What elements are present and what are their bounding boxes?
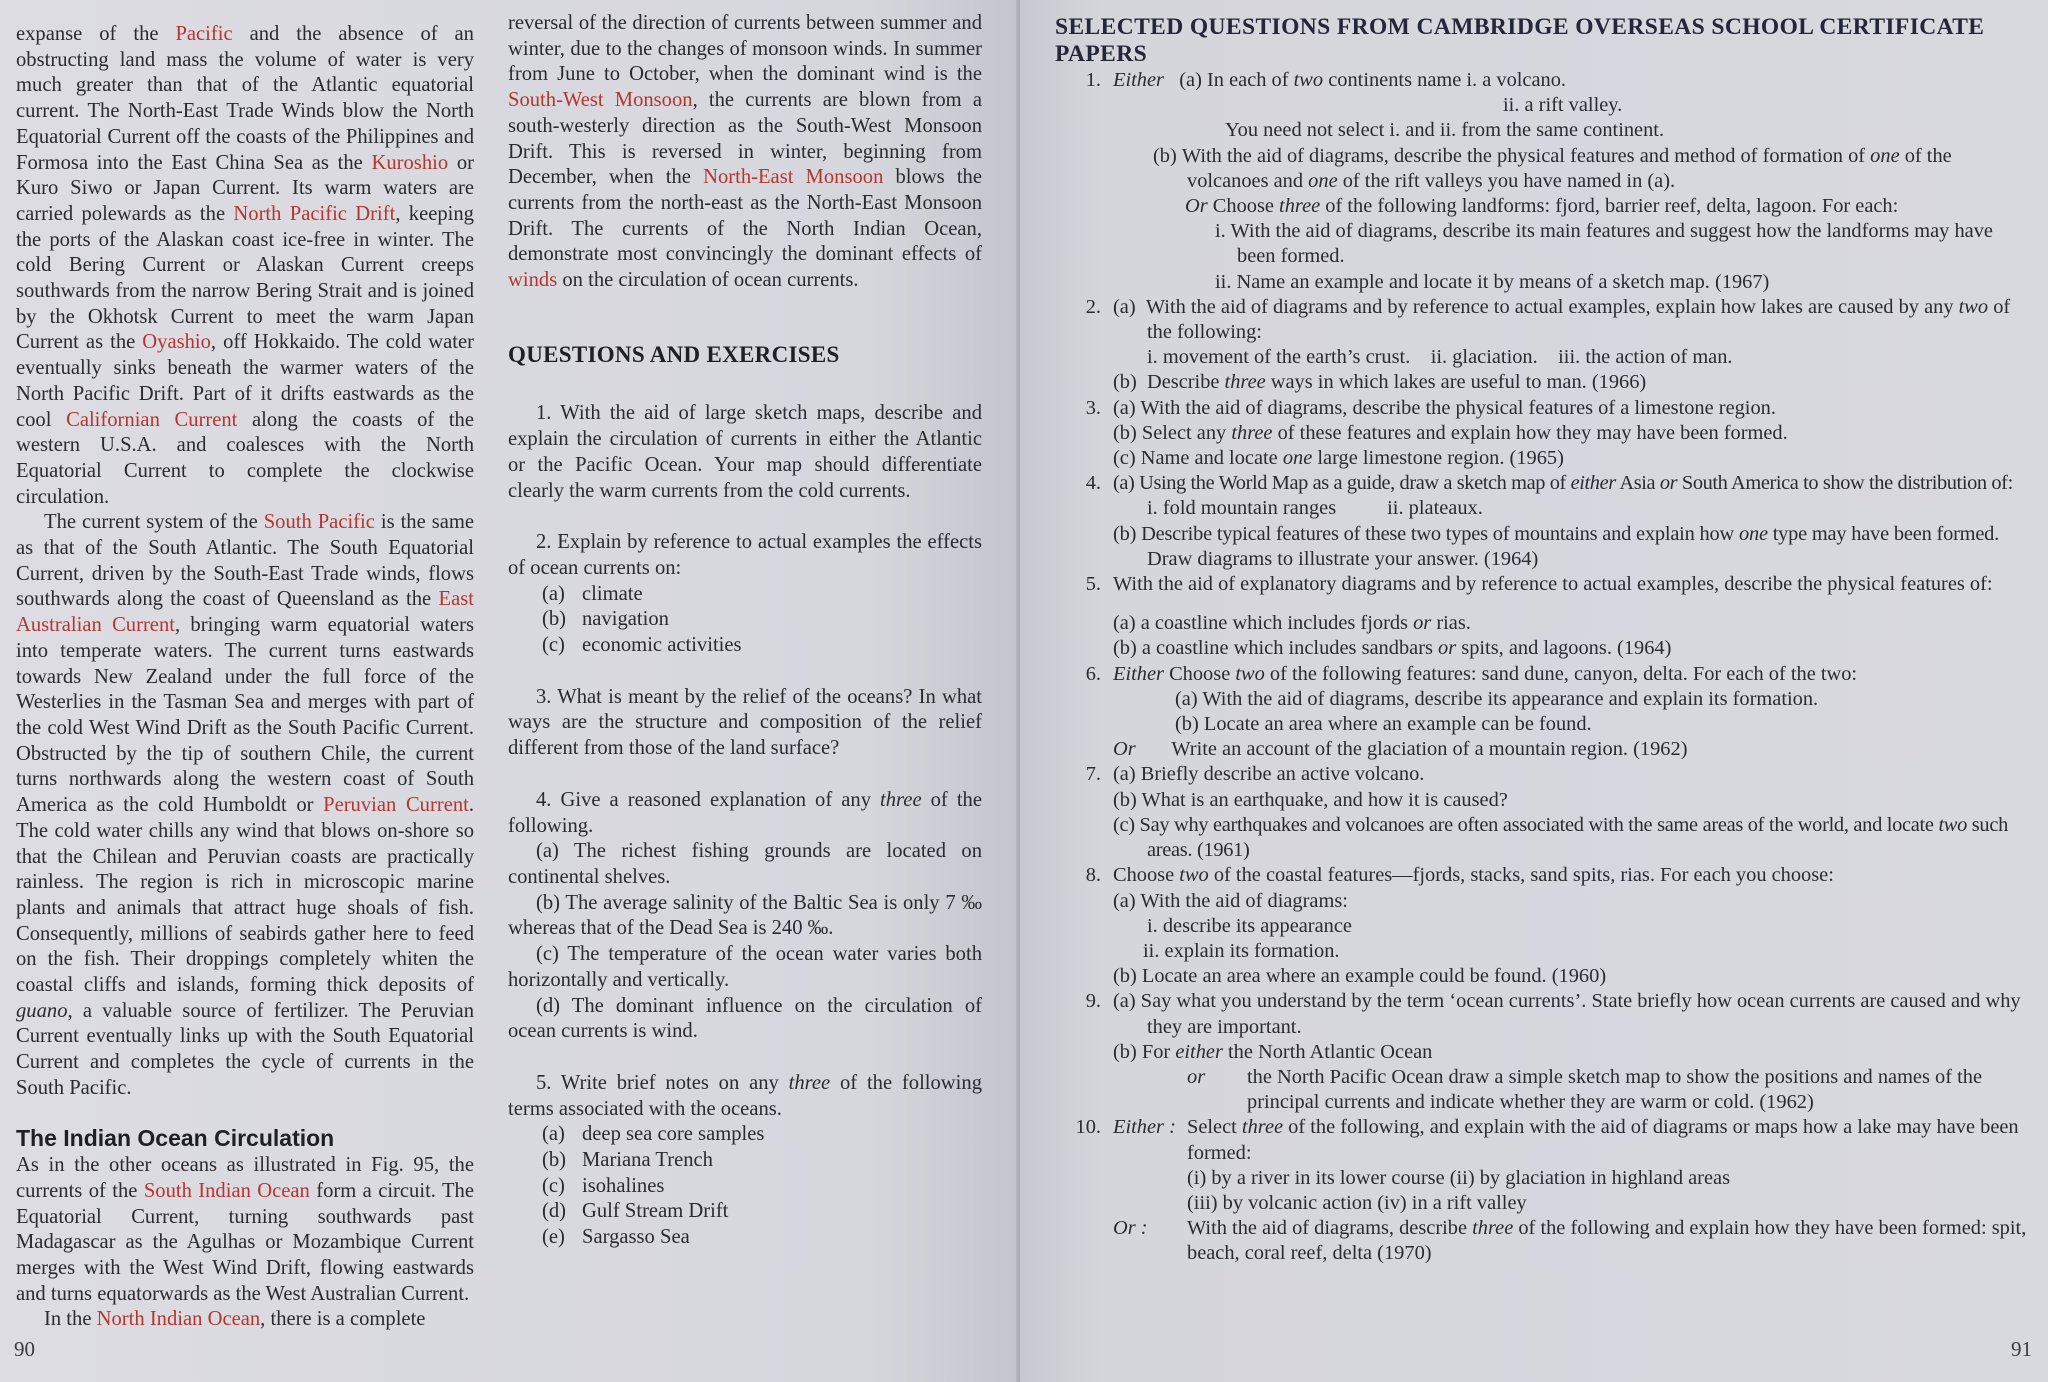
item-text: Gulf Stream Drift: [582, 1200, 729, 1223]
italic-term: one: [1282, 447, 1313, 470]
page-title: SELECTED QUESTIONS FROM CAMBRIDGE OVERSEAS SCHOOL CERTIFICATE PAPERS: [1055, 14, 1985, 67]
italic-term: three: [1241, 1116, 1284, 1139]
paragraph-pacific: [16, 22, 474, 510]
italic-term: three: [880, 788, 922, 811]
question-number: 4.: [1085, 472, 1101, 495]
q10-or: [1113, 1216, 2033, 1266]
q1-b: [1113, 144, 2033, 194]
q9-or: [1113, 1065, 2033, 1115]
question-number: 7.: [1085, 763, 1101, 786]
italic-term: three: [1224, 371, 1266, 394]
text: As in the other oceans as illustrated in Fig. 95, the currents of the: [16, 1154, 474, 1202]
text: With the aid of diagrams, describe the physical features and method of formation of: [1181, 144, 1871, 167]
q9-a: (a) Say what you understand by the term ‘ocean currents’. State briefly how ocean currents are caused and why they are important.: [1113, 990, 2021, 1038]
question-7: [1055, 762, 2033, 863]
list-item: i. movement of the earth’s crust.: [1147, 346, 1411, 369]
question-number: 9.: [1085, 990, 1101, 1013]
text: or Kuro Siwo or Japan Current. Its warm waters are carried polewards as the: [16, 151, 474, 225]
text: , there is a complete: [260, 1308, 426, 1331]
question-5-items: [508, 1122, 982, 1251]
text: of the following features: sand dune, canyon, delta. For each of the two:: [1264, 662, 1858, 685]
q2-a: [1113, 295, 2033, 345]
either-label: Either: [1113, 69, 1164, 91]
text: blows the currents from the north-east as the North-East Monsoon Drift. The currents of the North Indian Ocean, demonstrate most convincingly the dominant effects of: [508, 166, 982, 266]
text: large limestone region. (1965): [1312, 447, 1564, 470]
italic-term: or: [1659, 472, 1678, 495]
highlight-term: North Indian Ocean: [96, 1308, 261, 1331]
paragraph-monsoon: [508, 11, 982, 294]
text: 5. Write brief notes on any: [536, 1071, 789, 1094]
italic-term: three: [788, 1071, 831, 1094]
left-column-1: [16, 22, 474, 1333]
q4-a: [1113, 471, 2033, 496]
text: With the aid of diagrams and by reference to actual examples, explain how lakes are caused by any: [1145, 295, 1959, 318]
q10-either: [1113, 1115, 2033, 1165]
item-text: climate: [582, 582, 643, 605]
q6-or: [1113, 737, 2033, 762]
list-item: [542, 1174, 982, 1200]
question-5: [1055, 572, 2033, 662]
or-label: Or: [1113, 738, 1136, 761]
question-number: 2.: [1085, 295, 1101, 318]
left-page: [0, 0, 1020, 1382]
italic-term: two: [1235, 662, 1265, 685]
text: the North Atlantic Ocean: [1222, 1040, 1433, 1063]
item-label: (a): [542, 1123, 565, 1146]
question-6: [1055, 662, 2033, 763]
text: rias.: [1431, 612, 1471, 635]
text: Asia: [1615, 472, 1660, 495]
question-4b: (b) The average salinity of the Baltic Sea is only 7 ‰ whereas that of the Dead Sea is 240 ‰.: [508, 891, 982, 940]
text: Write an account of the glaciation of a mountain region. (1962): [1171, 738, 1688, 761]
or-label: Or: [1185, 195, 1208, 218]
text: Describe: [1146, 371, 1225, 394]
text: such areas. (1961): [1147, 813, 2008, 862]
list-item: iii. the action of man.: [1558, 346, 1733, 369]
q10-items-1: (i) by a river in its lower course (ii) by glaciation in highland areas: [1187, 1166, 1731, 1189]
text: . The cold water chills any wind that blows on-shore so that the Chilean and Peruvian coasts are practically rainless. The region is rich in microscopic marine plants and animals that attract huge shoals of fish. Consequently, millions of seabirds gather here to feed on the fish. Their droppings completely whiten the coastal cliffs and islands, forming thick deposits of: [16, 794, 475, 997]
question-2: 2. Explain by reference to actual examples the effects of ocean currents on:: [508, 531, 982, 579]
highlight-term: Californian Current: [66, 408, 238, 431]
q10-or-text: [1187, 1216, 2033, 1266]
text: (c) Name and locate: [1113, 447, 1283, 470]
text: ways in which lakes are useful to man. (1966): [1265, 371, 1647, 394]
italic-term: two: [1293, 69, 1324, 91]
text: South America to show the distribution of:: [1677, 472, 2013, 495]
text: is the same as that of the South Atlantic. The South Equatorial Current, driven by the South-East Trade winds, flows southwards along the coast of Queensland as the: [16, 511, 475, 611]
question-4: [1055, 471, 2033, 572]
either-label: Either :: [1113, 1116, 1176, 1139]
highlight-term: Kuroshio: [371, 151, 449, 174]
question-number: 8.: [1085, 864, 1101, 887]
question-body: [1113, 471, 2033, 572]
text: (b) For: [1113, 1040, 1176, 1063]
question-number: 1.: [1085, 69, 1101, 91]
highlight-term: South Indian Ocean: [143, 1179, 310, 1202]
q8-a: (a) With the aid of diagrams:: [1113, 889, 1348, 912]
highlight-term: winds: [508, 269, 558, 292]
q3-c: [1113, 446, 2033, 471]
item-label: (c): [542, 1174, 565, 1197]
italic-term: three: [1231, 421, 1273, 444]
q5-a: [1113, 611, 2033, 636]
italic-term: one: [1738, 522, 1768, 545]
italic-term: one: [1870, 144, 1900, 167]
q3-a: (a) With the aid of diagrams, describe the physical features of a limestone region.: [1113, 396, 1776, 419]
question-number: 5.: [1085, 573, 1101, 596]
q10-items-2: (iii) by volcanic action (iv) in a rift valley: [1187, 1191, 1527, 1214]
q8-b: (b) Locate an area where an example could be found. (1960): [1113, 965, 1607, 988]
q6-b: (b) Locate an area where an example can be found.: [1175, 713, 1592, 736]
item-label: (a): [542, 582, 565, 605]
item-label: (d): [542, 1200, 567, 1223]
list-item: [542, 1122, 982, 1148]
q7-c: [1113, 813, 2033, 863]
item-label: (b): [1153, 144, 1177, 167]
text: the North Pacific Ocean draw a simple sketch map to show the positions and names of the principal currents and indicate whether they are warm or cold. (1962): [1247, 1065, 1983, 1114]
list-item: [542, 1225, 982, 1251]
item-label: (a): [1179, 69, 1202, 91]
list-item: [542, 1199, 982, 1225]
page-number-left: 90: [14, 1337, 35, 1361]
text: of the following landforms: fjord, barrier reef, delta, lagoon. For each:: [1320, 195, 1899, 218]
list-item: [542, 582, 982, 608]
question-number: 6.: [1085, 662, 1101, 685]
item-label: (e): [542, 1226, 565, 1249]
italic-term: two: [1179, 864, 1209, 887]
text: (a) a coastline which includes fjords: [1113, 612, 1414, 635]
q1-or: [1113, 194, 2033, 219]
q2-a-items: [1113, 345, 2033, 370]
italic-term: one: [1308, 169, 1338, 192]
text: (a) Using the World Map as a guide, draw a sketch map of: [1113, 472, 1571, 495]
text: Select: [1187, 1116, 1242, 1139]
q2-b: [1113, 370, 2033, 395]
question-2: [1055, 295, 2033, 396]
highlight-term: East Australian Current: [16, 588, 474, 637]
q3-b: [1113, 421, 2033, 446]
item-label: (c): [542, 634, 565, 657]
text: , bringing warm equatorial waters into temperate waters. The current turns eastwards towards New Zealand under the full force of the Westerlies in the Tasman Sea and merges with part of the cold West Wind Drift as the South Pacific Current. Obstructed by the tip of southern Chile, the current turns northwards along the western coast of South America as the cold Humboldt or: [16, 614, 475, 817]
questions-heading: QUESTIONS AND EXERCISES: [508, 341, 840, 367]
or-label: or: [1187, 1065, 1206, 1088]
paragraph-south-pacific: [16, 510, 474, 1101]
text: , a valuable source of fertilizer. The Peruvian Current eventually links up with the South Equatorial Current and completes the cycle of currents in the South Pacific.: [16, 999, 474, 1099]
italic-term: three: [1279, 195, 1321, 218]
list-item: [542, 1148, 982, 1174]
text: of the following:: [1147, 295, 2011, 344]
text: In each of: [1207, 69, 1294, 91]
section-heading: The Indian Ocean Circulation: [16, 1124, 335, 1151]
item-text: Mariana Trench: [582, 1149, 713, 1172]
highlight-term: Oyashio: [142, 331, 211, 354]
exam-questions: [1055, 68, 2033, 1267]
item-text: navigation: [582, 608, 669, 631]
text: (b) a coastline which includes sandbars: [1113, 637, 1439, 660]
list-item: ii. plateaux.: [1387, 497, 1483, 520]
or-label: Or :: [1113, 1217, 1148, 1240]
item-text: deep sea core samples: [582, 1123, 765, 1146]
text: form a circuit. The Equatorial Current, turning southwards past Madagascar as the Agulhas or Mozambique Current merges with the West Wind Drift, flowing eastwards and turns equatorwards as the West Australian Current.: [16, 1179, 474, 1305]
q1-or-ii: ii. Name an example and locate it by means of a sketch map. (1967): [1215, 270, 1770, 293]
question-4: [508, 788, 982, 839]
item-label: (a): [1113, 295, 1136, 318]
text: reversal of the direction of currents between summer and winter, due to the changes of monsoon winds. In summer from June to October, when the dominant wind is the: [508, 12, 982, 86]
question-number: 10.: [1075, 1116, 1101, 1139]
question-body: [1113, 989, 2033, 1115]
list-item: [542, 633, 982, 659]
item-text: isohalines: [582, 1174, 665, 1197]
text: of these features and explain how they may have been formed.: [1272, 421, 1788, 444]
q7-a: (a) Briefly describe an active volcano.: [1113, 763, 1425, 786]
question-body: [1113, 396, 2033, 472]
highlight-term: North-East Monsoon: [703, 166, 884, 189]
question-body: [1113, 68, 2033, 295]
italic-term: two: [1958, 295, 1989, 318]
text: and the absence of an obstructing land mass the volume of water is very much greater than that of the Atlantic equatorial current. The North-East Trade Winds blow the North Equatorial Current off the coasts of the Philippines and Formosa into the East China Sea as the: [16, 23, 474, 174]
q10-either-text: [1187, 1115, 2033, 1165]
left-column-2: [508, 11, 982, 1251]
q5-text: With the aid of explanatory diagrams and by reference to actual examples, describe the physical features of:: [1113, 573, 1993, 596]
text: on the circulation of ocean currents.: [557, 269, 859, 292]
item-label: (b): [542, 608, 567, 631]
text: , keeping the ports of the Alaskan coast ice-free in winter. The cold Bering Current or Alaskan Current creeps southwards from the narrow Bering Strait and is joined by the Okhotsk Current to meet the warm Japan Current as the: [16, 202, 474, 354]
text: Choose: [1163, 662, 1236, 685]
italic-term: two: [1938, 813, 1967, 836]
q1-or-i: i. With the aid of diagrams, describe its main features and suggest how the landforms may have been formed.: [1215, 220, 1993, 268]
highlight-term: South-West Monsoon: [508, 89, 693, 112]
text: expanse of the: [16, 23, 176, 45]
item-label: (b): [542, 1149, 567, 1172]
text: 4. Give a reasoned explanation of any: [536, 788, 881, 811]
text: (b) Select any: [1113, 421, 1232, 444]
item-label: (b): [1113, 371, 1137, 394]
q1-a: [1113, 68, 2033, 93]
question-body: [1113, 1115, 2033, 1266]
text: of the rift valleys you have named in (a).: [1337, 169, 1676, 192]
q6-either: [1113, 662, 2033, 687]
highlight-term: North Pacific Drift: [233, 202, 396, 225]
question-body: [1113, 863, 2033, 989]
text: , off Hokkaido. The cold water eventually sinks beneath the warmer waters of the North Pacific Drift. Part of it drifts eastwards as the cool: [16, 331, 474, 431]
text: Choose: [1207, 195, 1280, 218]
question-10: [1055, 1115, 2033, 1266]
list-item: [542, 607, 982, 633]
text: along the coasts of the western U.S.A. and coalesces with the North Equatorial Current to complete the clockwise circulation.: [16, 408, 474, 508]
text: Choose: [1113, 864, 1180, 887]
question-9: [1055, 989, 2033, 1115]
text: , the currents are blown from a south-westerly direction as the South-West Monsoon Drift. This is reversed in winter, beginning from December, when the: [508, 89, 983, 189]
text: continents name i. a volcano.: [1323, 69, 1567, 91]
q4-b: [1113, 522, 2033, 547]
q1-note: You need not select i. and ii. from the same continent.: [1225, 119, 1665, 142]
question-4d: (d) The dominant influence on the circulation of ocean currents is wind.: [508, 994, 982, 1043]
question-4a: (a) The richest fishing grounds are located on continental shelves.: [508, 840, 982, 888]
q9-b: [1113, 1040, 2033, 1065]
text: of the following terms associated with the oceans.: [508, 1071, 982, 1120]
question-3: 3. What is meant by the relief of the oceans? In what ways are the structure and composition of the relief different from those of the land surface?: [508, 685, 982, 760]
question-1: [1055, 68, 2033, 295]
question-5: [508, 1071, 982, 1122]
italic-term: or: [1413, 612, 1432, 635]
italic-term: either: [1175, 1040, 1223, 1063]
italic-term: guano: [16, 999, 68, 1022]
q5-b: [1113, 636, 2033, 661]
text: The current system of the: [44, 511, 264, 534]
question-number: 3.: [1085, 396, 1101, 419]
q7-b: (b) What is an earthquake, and how it is caused?: [1113, 788, 1508, 811]
text: type may have been formed.: [1767, 522, 2000, 545]
q8-a-i: i. describe its appearance: [1147, 914, 1352, 937]
highlight-term: South Pacific: [263, 511, 375, 534]
question-body: [1113, 572, 2033, 662]
list-item: i. fold mountain ranges: [1147, 497, 1337, 520]
q8-a-ii: ii. explain its formation.: [1143, 939, 1340, 962]
highlight-term: Pacific: [175, 23, 233, 45]
text: In the: [44, 1308, 97, 1331]
text: (c) Say why earthquakes and volcanoes are often associated with the same areas of the world, and locate: [1113, 813, 1939, 836]
text: of the following.: [508, 788, 982, 837]
italic-term: either: [1570, 472, 1616, 495]
text: of the volcanoes and: [1187, 144, 1952, 192]
question-body: [1113, 662, 2033, 763]
text: of the following and explain how they have been formed: spit, beach, coral reef, delta (1970): [1187, 1217, 2027, 1265]
question-body: [1113, 762, 2033, 863]
page-number-right: 91: [2011, 1337, 2032, 1361]
question-1: 1. With the aid of large sketch maps, describe and explain the circulation of currents in either the Atlantic or the Pacific Ocean. Your map should differentiate clearly the warm currents from the cold currents.: [508, 402, 982, 502]
italic-term: or: [1438, 637, 1457, 660]
text: (b) Describe typical features of these two types of mountains and explain how: [1113, 522, 1739, 545]
italic-term: three: [1472, 1217, 1514, 1240]
q4-a-items: [1113, 496, 2033, 521]
question-2-items: [508, 582, 982, 659]
q6-a: (a) With the aid of diagrams, describe its appearance and explain its formation.: [1175, 687, 1819, 710]
text: of the coastal features—fjords, stacks, sand spits, rias. For each you choose:: [1208, 864, 1834, 887]
item-text: Sargasso Sea: [582, 1226, 690, 1249]
q8-text: [1113, 863, 2033, 888]
paragraph-north-indian: [16, 1307, 474, 1333]
text: spits, and lagoons. (1964): [1456, 637, 1672, 660]
either-label: Either: [1113, 662, 1164, 685]
question-body: [1113, 295, 2033, 396]
text: With the aid of diagrams, describe: [1187, 1217, 1473, 1240]
question-3: [1055, 396, 2033, 472]
paragraph-indian-ocean: [16, 1153, 474, 1307]
text: of the following, and explain with the aid of diagrams or maps how a lake may have been formed:: [1187, 1116, 2019, 1164]
q1-a-ii: ii. a rift valley.: [1503, 94, 1623, 117]
list-item: ii. glaciation.: [1430, 346, 1538, 369]
item-text: economic activities: [582, 634, 742, 657]
highlight-term: Peruvian Current: [323, 794, 469, 817]
q4-b-note: Draw diagrams to illustrate your answer. (1964): [1147, 547, 1539, 570]
question-4c: (c) The temperature of the ocean water varies both horizontally and vertically.: [508, 943, 982, 991]
question-8: [1055, 863, 2033, 989]
